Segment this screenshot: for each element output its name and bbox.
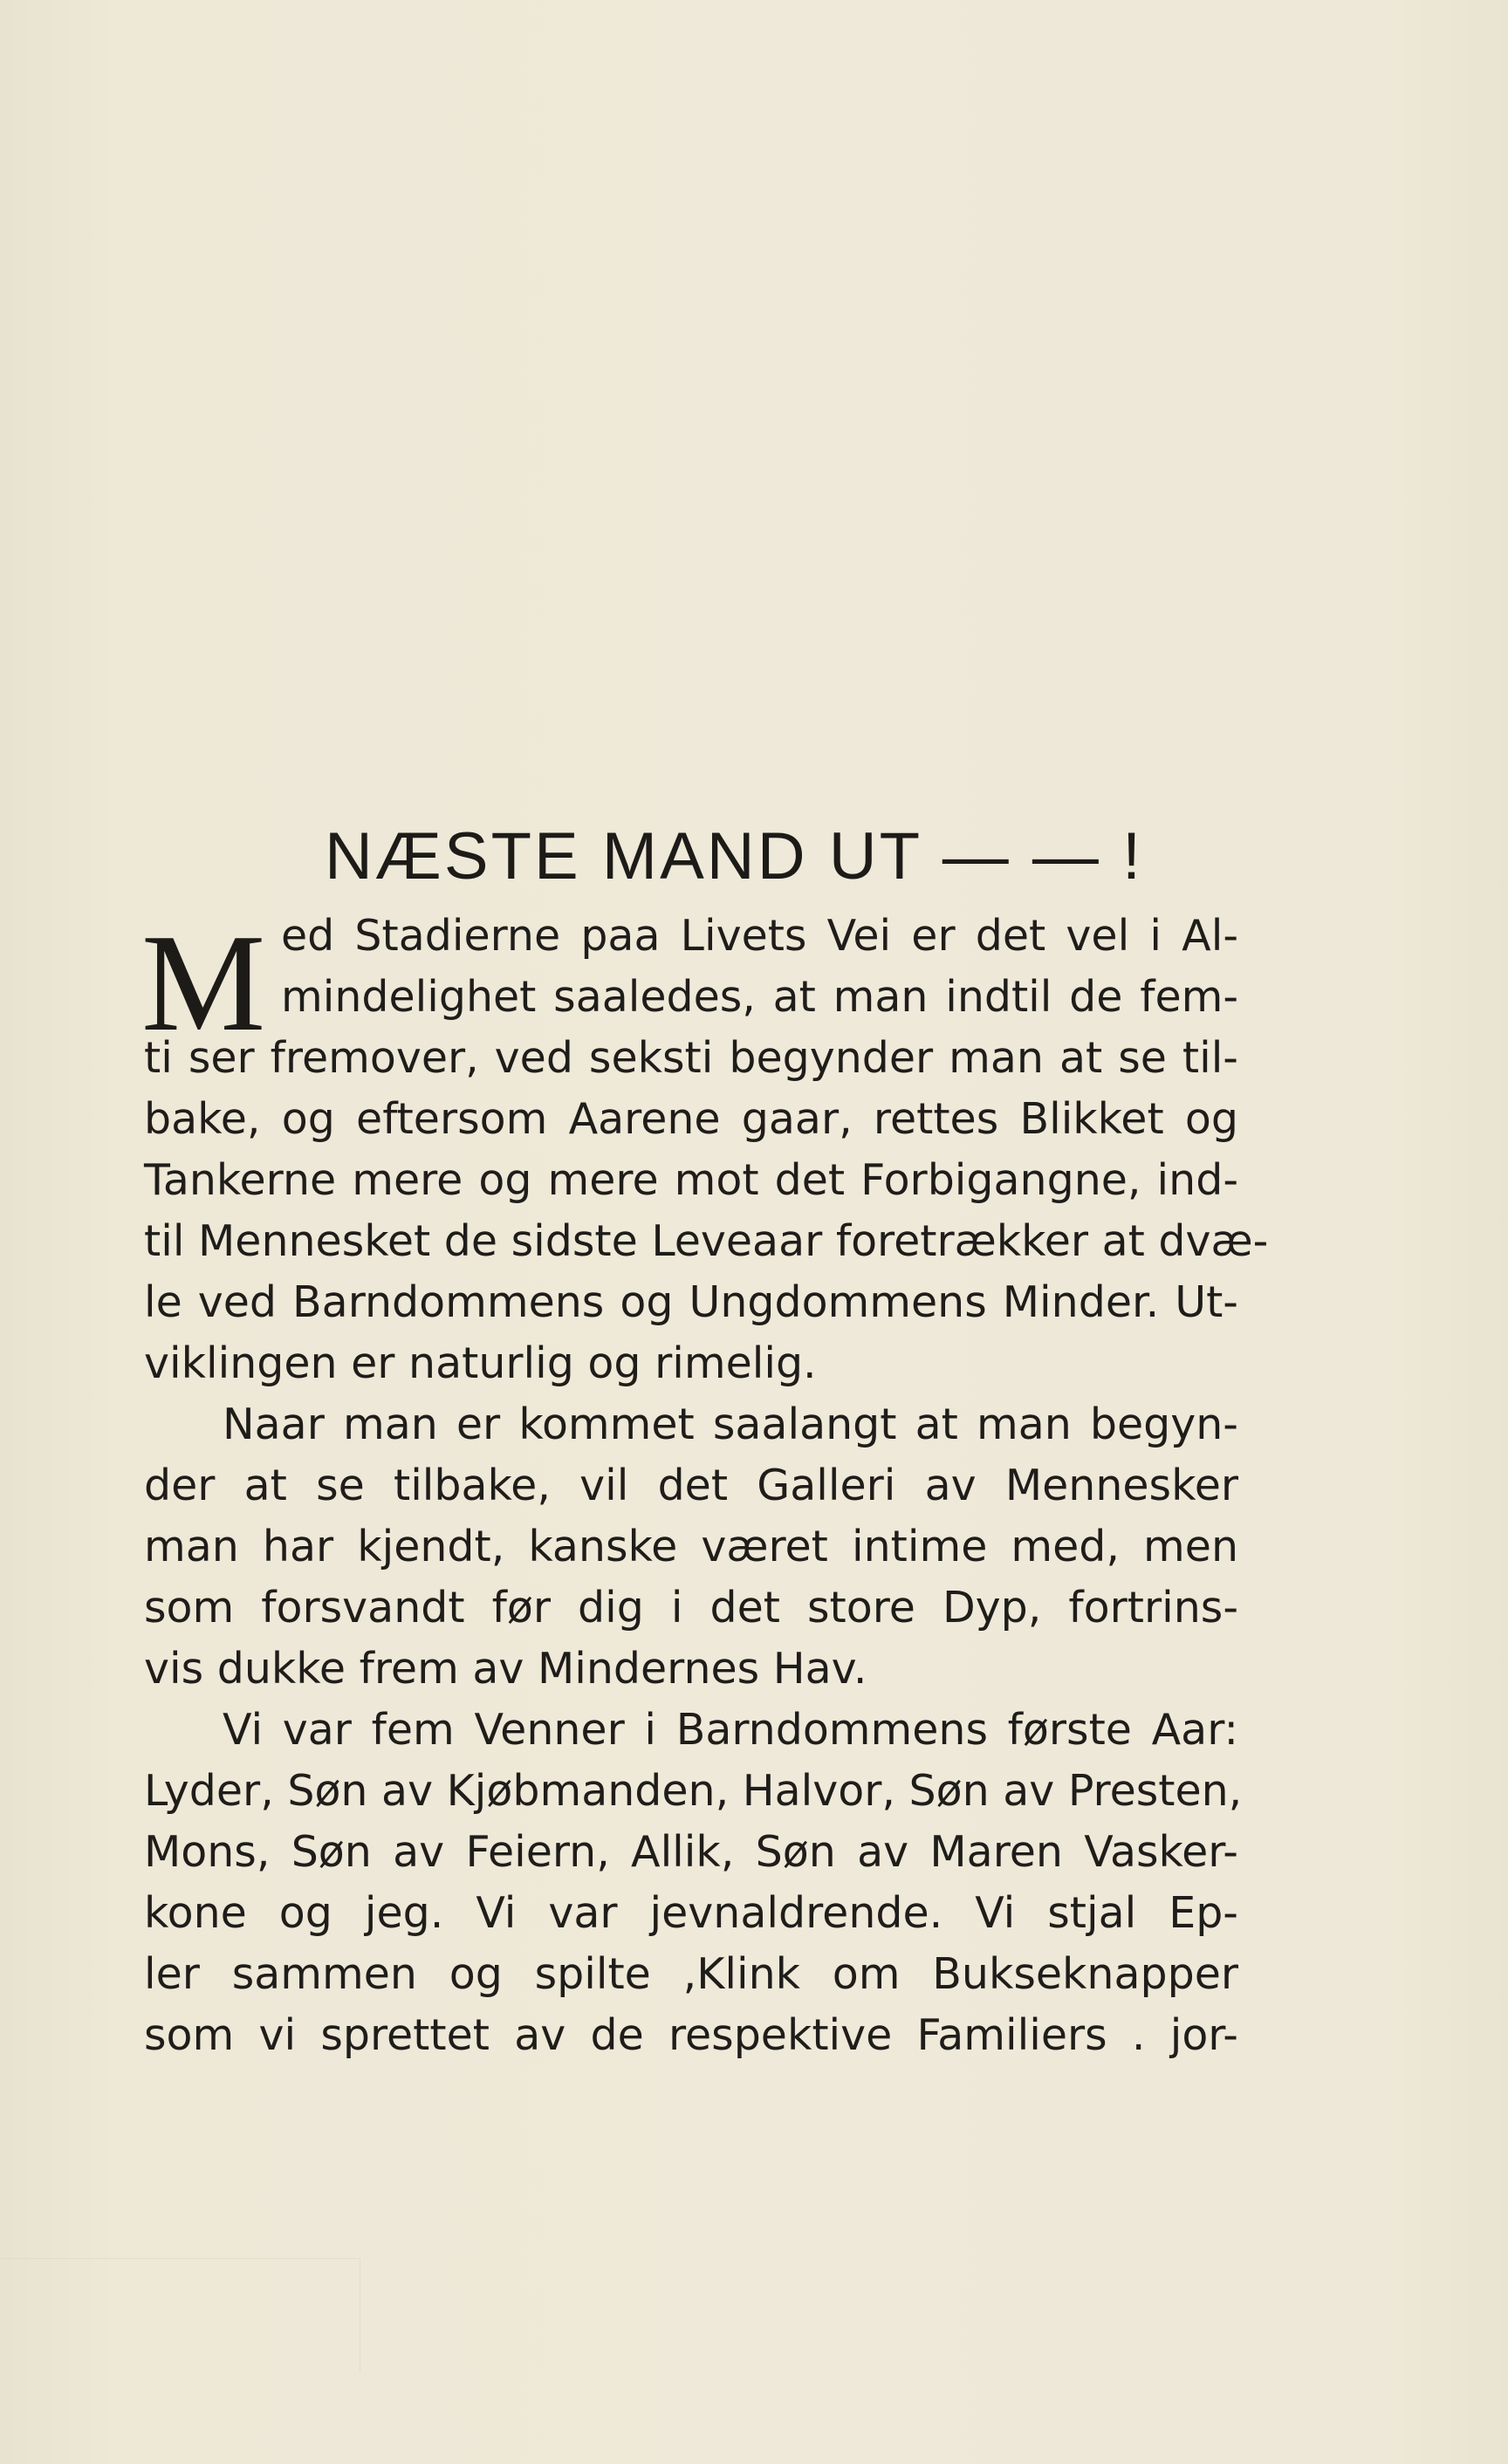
drop-cap: M: [141, 905, 266, 1060]
text-line: Naar man er kommet saalangt at man begyn-: [223, 1400, 1238, 1449]
text-line: Vi var fem Venner i Barndommens første Aar:: [223, 1705, 1238, 1755]
text-line: mindelighet saaledes, at man indtil de fem-: [281, 972, 1238, 1022]
text-line: Tankerne mere og mere mot det Forbigangne, ind-: [144, 1155, 1238, 1205]
text-line: Mons, Søn av Feiern, Allik, Søn av Maren Vasker-: [144, 1827, 1238, 1877]
text-line: som forsvandt før dig i det store Dyp, fortrins-: [144, 1583, 1238, 1632]
text-line: kone og jeg. Vi var jevnaldrende. Vi stjal Ep-: [144, 1888, 1238, 1938]
text-line: bake, og eftersom Aarene gaar, rettes Blikket og: [144, 1094, 1238, 1144]
text-line: Lyder, Søn av Kjøbmanden, Halvor, Søn av Presten,: [144, 1766, 1243, 1816]
text-line: til Mennesket de sidste Leveaar foretrækker at dvæ-: [144, 1216, 1269, 1266]
text-line: le ved Barndommens og Ungdommens Minder. Ut-: [144, 1277, 1238, 1327]
text-line: der at se tilbake, vil det Galleri av Mennesker: [144, 1461, 1238, 1510]
chapter-title: NÆSTE MAND UT — — !: [325, 819, 1144, 893]
text-line: ti ser fremover, ved seksti begynder man at se til-: [144, 1033, 1238, 1083]
text-line: ler sammen og spilte ,Klink om Bukseknapper: [144, 1949, 1238, 1999]
text-line: man har kjendt, kanske været intime med, men: [144, 1522, 1238, 1571]
text-line: som vi sprettet av de respektive Familiers . jor-: [144, 2010, 1238, 2060]
text-line: viklingen er naturlig og rimelig.: [144, 1338, 817, 1388]
paper-edge-mark: [0, 2258, 360, 2372]
text-line: vis dukke frem av Mindernes Hav.: [144, 1644, 867, 1694]
text-line: ed Stadierne paa Livets Vei er det vel i Al-: [281, 911, 1238, 961]
